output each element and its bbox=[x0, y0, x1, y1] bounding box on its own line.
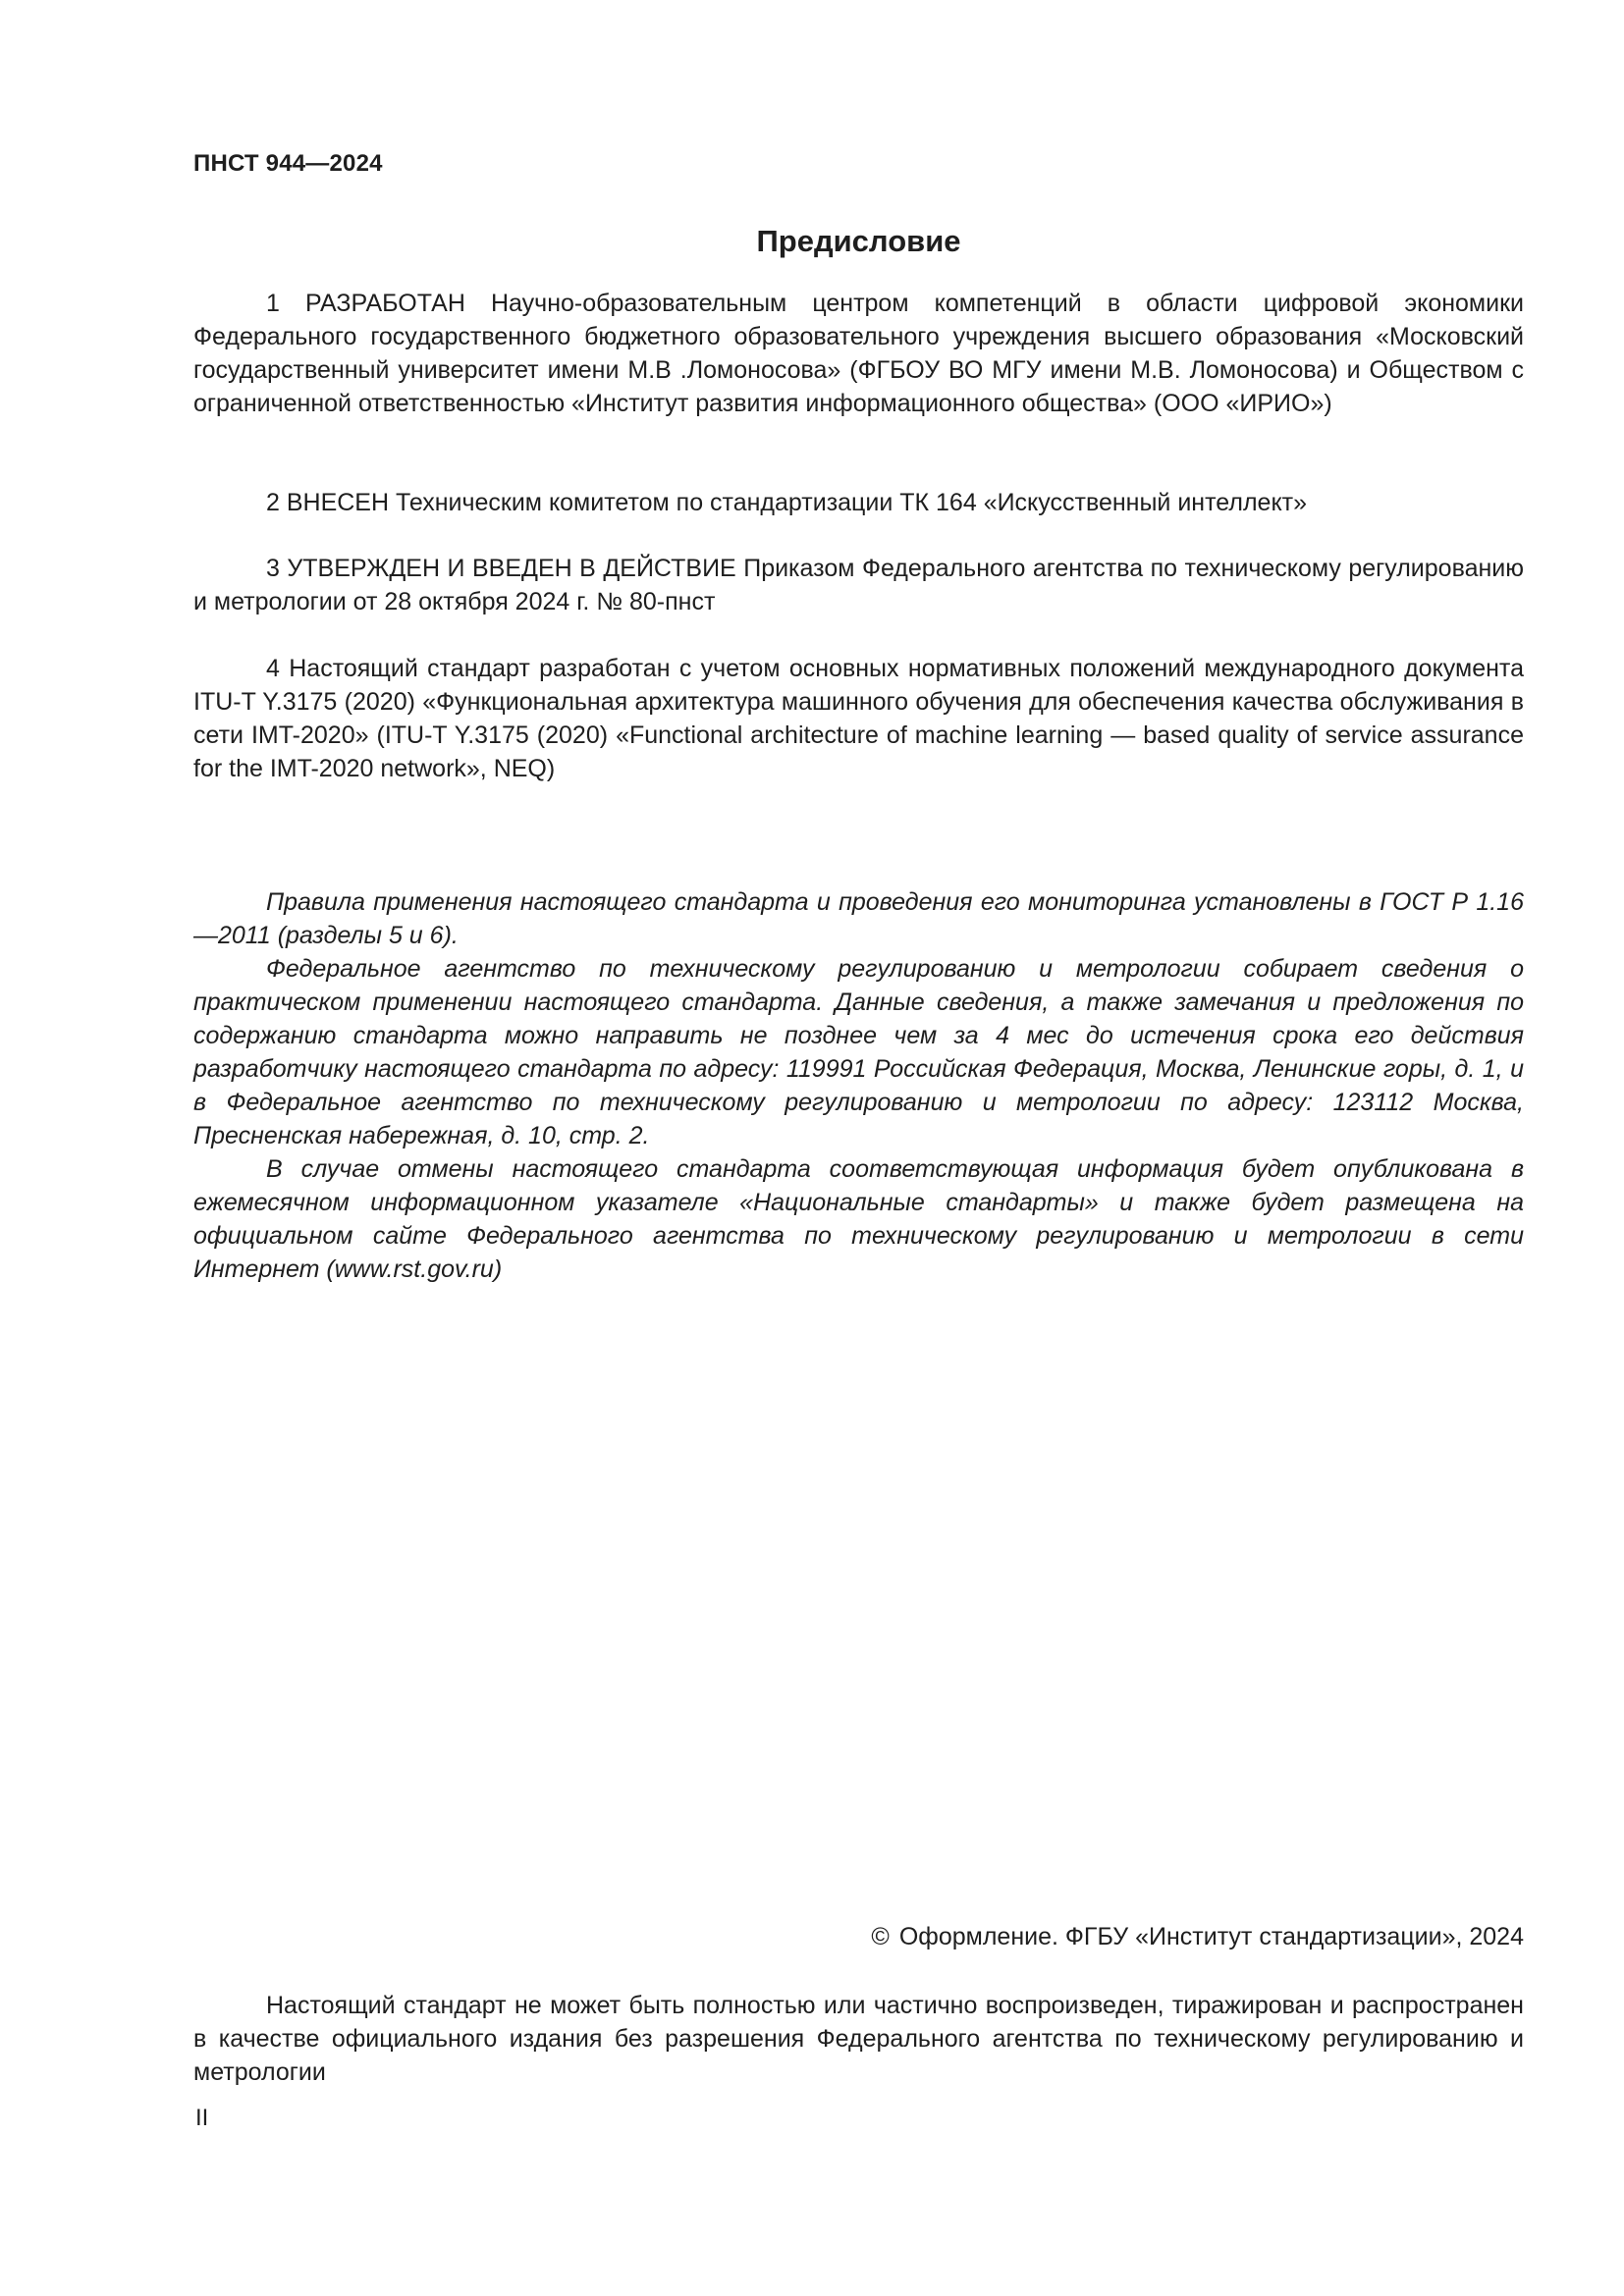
reproduction-notice bbox=[193, 1989, 1524, 2089]
copyright-text: Оформление. ФГБУ «Институт стандартизации», 2024 bbox=[898, 1923, 1524, 1950]
foreword-item-4-text: 4 Настоящий стандарт разработан с учетом основных нормативных положений международного документа ITU-T Y.3175 (2020) «Функциональная архитектура машинного обучения для обеспечения качества обслуживания в сети IMT-2020» (ITU-T Y.3175 (2020) «Functional architecture of machine learning — based quality of service assurance for the IMT-2020 network», NEQ) bbox=[193, 655, 1524, 782]
note-paragraph-rules: Правила применения настоящего стандарта и проведения его мониторинга установлены в ГОСТ Р 1.16—2011 (разделы 5 и 6). bbox=[193, 888, 1524, 949]
copyright-line bbox=[193, 1920, 1524, 1953]
foreword-item-1 bbox=[193, 287, 1524, 420]
foreword-item-2-text: 2 ВНЕСЕН Техническим комитетом по стандартизации ТК 164 «Искусственный интеллект» bbox=[266, 489, 1308, 516]
foreword-item-1-text: 1 РАЗРАБОТАН Научно-образовательным центром компетенций в области цифровой экономики Федерального государственного бюджетного образовательного учреждения высшего образования «Московский государственный университет имени М.В .Ломоносова» (ФГБОУ ВО МГУ имени М.В. Ломоносова) и Обществом с ограниченной ответственностью «Институт развития информационного общества» (ООО «ИРИО») bbox=[193, 290, 1524, 417]
foreword-item-4 bbox=[193, 652, 1524, 785]
copyright-icon: © bbox=[871, 1923, 890, 1950]
document-code: ПНСТ 944—2024 bbox=[193, 150, 383, 177]
note-paragraph-feedback: Федеральное агентство по техническому регулированию и метрологии собирает сведения о практическом применении настоящего стандарта. Данные сведения, а также замечания и предложения по содержанию стандарта можно направить не позднее чем за 4 мес до истечения срока его действия разработчику настоящего стандарта по адресу: 119991 Российская Федерация, Москва, Ленинские горы, д. 1, и в Федеральное агентство по техническому регулированию и метрологии по адресу: 123112 Москва, Пресненская набережная, д. 10, стр. 2. bbox=[193, 955, 1524, 1149]
reproduction-notice-text: Настоящий стандарт не может быть полностью или частично воспроизведен, тиражирован и распространен в качестве официального издания без разрешения Федерального агентства по техническому регулированию и метрологии bbox=[193, 1992, 1524, 2086]
application-rules-notes bbox=[193, 885, 1524, 1286]
foreword-item-3 bbox=[193, 552, 1524, 618]
foreword-item-3-text: 3 УТВЕРЖДЕН И ВВЕДЕН В ДЕЙСТВИЕ Приказом Федерального агентства по техническому регулированию и метрологии от 28 октября 2024 г. № 80-пнст bbox=[193, 555, 1524, 615]
page-number: II bbox=[195, 2105, 209, 2131]
note-paragraph-cancellation: В случае отмены настоящего стандарта соответствующая информация будет опубликована в ежемесячном информационном указателе «Национальные стандарты» и также будет размещена на официальном сайте Федерального агентства по техническому регулированию и метрологии в сети Интернет (www.rst.gov.ru) bbox=[193, 1155, 1524, 1283]
foreword-item-2 bbox=[193, 486, 1524, 519]
page-title: Предисловие bbox=[756, 224, 961, 258]
